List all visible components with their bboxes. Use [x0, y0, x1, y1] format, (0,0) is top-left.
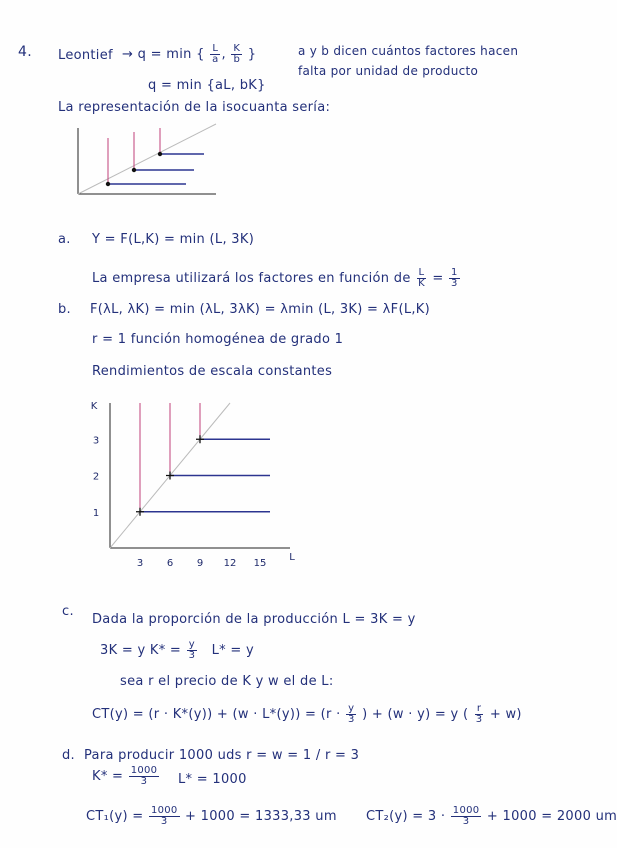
frac-den: 3 [462, 816, 470, 827]
ct1-b: + 1000 = 1333,33 um [185, 809, 337, 824]
part-c-frac2 [346, 704, 357, 725]
y-tick-label: 3 [92, 435, 100, 447]
leontief-title [58, 48, 113, 63]
frac-num: L [212, 43, 219, 54]
x-axis-label: L [289, 552, 295, 563]
part-a-text [92, 268, 461, 289]
part-a-frac [416, 268, 427, 289]
part-d-ct1 [86, 806, 337, 827]
frac-den: 3 [140, 776, 148, 787]
isoquant-sketch [66, 126, 226, 216]
eq1-prefix: q = min { [137, 47, 205, 62]
part-b-label: b. [58, 302, 71, 317]
frac-den: 3 [160, 816, 168, 827]
note-line-2: falta por unidad de producto [298, 64, 479, 78]
leontief-eq2: q = min {aL, bK} [148, 78, 266, 93]
frac-den: a [212, 54, 219, 65]
ct1-a: CT₁(y) = [86, 809, 144, 824]
frac-den: 3 [451, 278, 458, 289]
part-a-equation: Y = F(L,K) = min (L, 3K) [92, 232, 255, 247]
x-tick-label: 9 [196, 558, 204, 569]
y-axis-label: K [90, 401, 98, 412]
part-a-frac2 [449, 268, 460, 289]
ct2-b: + 1000 = 2000 um [486, 809, 617, 824]
sketch-corner-1 [106, 182, 110, 186]
representation-text: La representación de la isocuanta sería: [58, 100, 331, 115]
ct2-a: CT₂(y) = 3 · [366, 809, 446, 824]
part-c-line3: sea r el precio de K y w el de L: [120, 674, 334, 689]
part-c-line2-b: L* = y [211, 643, 254, 658]
part-b-equation: F(λL, λK) = min (λL, 3λK) = λmin (L, 3K) = λF(L,K) [90, 302, 430, 317]
leontief-label: Leontief [58, 48, 113, 63]
x-tick-label: 15 [253, 558, 267, 569]
leontief-eq1: → q = min { $\frac{L}{a}$ , $\frac{K}{b}$ } [122, 43, 257, 65]
frac-num: L [418, 267, 425, 278]
part-b-line2: Rendimientos de escala constantes [92, 364, 333, 379]
frac-den: 3 [347, 714, 355, 725]
x-tick-label: 6 [166, 558, 174, 569]
part-c-line2 [100, 640, 254, 661]
part-d-k-label: K* = [92, 769, 124, 784]
isoquant-chart [80, 398, 300, 578]
part-b-line1: r = 1 función homogénea de grado 1 [92, 332, 344, 347]
frac-num: r [476, 703, 482, 714]
part-c-line4-c: + w) [489, 707, 522, 722]
eq1-frac2 [231, 44, 242, 65]
problem-number: 4. [18, 44, 32, 60]
frac-num: y [348, 703, 355, 714]
part-c-frac3 [474, 704, 485, 725]
ct2-frac [451, 806, 482, 827]
y-tick-label: 2 [92, 471, 100, 483]
frac-num: K [233, 43, 241, 54]
part-d-k [92, 766, 160, 787]
arrow-icon: → [122, 47, 134, 62]
part-d-l: L* = 1000 [178, 772, 247, 787]
frac-num: 1000 [452, 805, 480, 816]
part-d-label: d. [62, 748, 75, 763]
sketch-corner-3 [158, 152, 162, 156]
frac-den: b [233, 54, 241, 65]
frac-den: 3 [475, 714, 483, 725]
frac-num: 1 [451, 267, 458, 278]
part-c-frac [187, 640, 198, 661]
eq1-suffix: } [247, 47, 257, 62]
part-a-label: a. [58, 232, 71, 247]
frac-num: y [188, 639, 196, 650]
part-c-line4 [92, 704, 522, 725]
part-d-ct2 [366, 806, 617, 827]
note-line-1: a y b dicen cuántos factores hacen [298, 44, 519, 58]
part-c-line4-b: ) + (w · y) = y ( [362, 707, 469, 722]
frac-den: K [418, 278, 425, 289]
y-tick-label: 1 [92, 507, 100, 519]
part-c-line4-a: CT(y) = (r · K*(y)) + (w · L*(y)) = (r · [92, 707, 341, 722]
frac-num: 1000 [150, 805, 178, 816]
part-d-line1: Para producir 1000 uds r = w = 1 / r = 3 [84, 748, 360, 763]
frac-num: 1000 [130, 765, 158, 776]
eq1-frac1 [210, 44, 220, 65]
ct1-frac [149, 806, 180, 827]
part-c-label: c. [62, 604, 74, 619]
part-c-line2-a: 3K = y K* = [100, 643, 182, 658]
sketch-corner-2 [132, 168, 136, 172]
equals-sign: = [432, 271, 444, 286]
x-tick-label: 3 [136, 558, 144, 569]
part-a-text-prefix: La empresa utilizará los factores en función de [92, 271, 411, 286]
part-c-line1: Dada la proporción de la producción L = 3K = y [92, 612, 416, 627]
part-d-k-frac [129, 766, 160, 787]
frac-den: 3 [188, 650, 196, 661]
x-tick-label: 12 [223, 558, 237, 569]
